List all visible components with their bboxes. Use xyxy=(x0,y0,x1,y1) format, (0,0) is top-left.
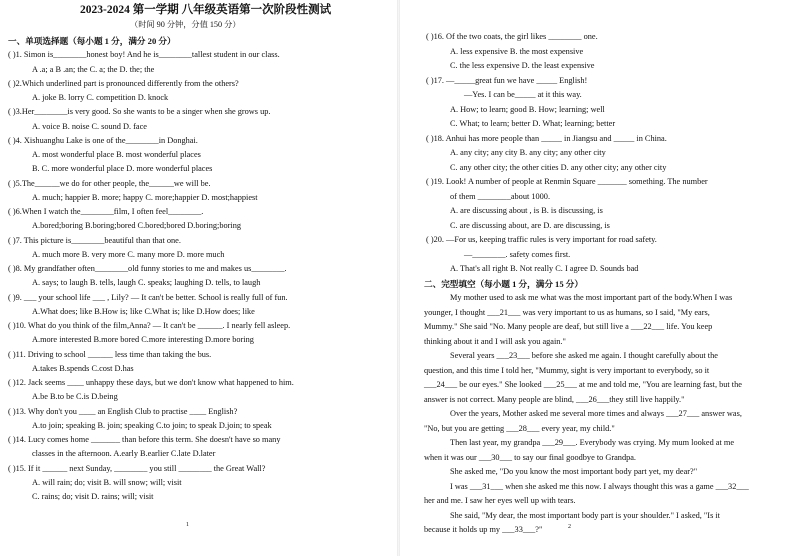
right-line: —Yes. I can be_____ at it this way. xyxy=(464,90,582,99)
left-line: B. C. more wonderful place D. more wonderful places xyxy=(32,164,213,174)
right-line: when it was our ___30___ to say our final goodbye to Grandpa. xyxy=(424,452,636,462)
left-line: A.takes B.spends C.cost D.has xyxy=(32,363,134,373)
right-line: —________. safety comes first. xyxy=(464,249,571,259)
left-line: ( )5.The______we do for other people, the______we will be. xyxy=(8,178,211,188)
left-line: ( )15. If it ______ next Sunday, ________ you still ________ the Great Wall? xyxy=(8,463,266,473)
right-line: I was ___31___ when she asked me this now. I always thought this was a game ___32___ xyxy=(450,481,749,491)
exam-subtitle: （时间 90 分钟，分值 150 分） xyxy=(130,20,241,29)
right-line: C. What; to learn; better D. What; learning; better xyxy=(450,119,616,128)
right-line: C. the less expensive D. the least expensive xyxy=(450,61,595,70)
right-line: She said, "My dear, the most important body part is your shoulder." I asked, "Is it xyxy=(450,510,720,520)
left-line: A. voice B. noise C. sound D. face xyxy=(32,121,147,131)
left-line: A.bored;boring B.boring;bored C.bored;bored D.boring;boring xyxy=(32,221,242,231)
left-line: ( )4. Xishuanghu Lake is one of the________in Donghai. xyxy=(8,135,198,145)
left-line: C. rains; do; visit D. rains; will; visit xyxy=(32,492,154,501)
left-line: ( )3.Her________is very good. So she wants to be a singer when she grows up. xyxy=(8,107,271,117)
right-line: Then last year, my grandpa ___29___. Everybody was crying. My mum looked at me xyxy=(450,438,735,447)
right-line: her and me. I saw her eyes well up with tears. xyxy=(424,496,576,505)
right-line: ( )16. Of the two coats, the girl likes ________ one. xyxy=(426,32,598,41)
left-line: A .a; a B .an; the C. a; the D. the; the xyxy=(32,64,155,74)
left-line: ( )12. Jack seems ____ unhappy these days, but we don't know what happened to him. xyxy=(8,378,294,387)
right-line: of them ________about 1000. xyxy=(450,191,551,201)
left-line: A. much; happier B. more; happy C. more;happier D. most;happiest xyxy=(32,192,258,202)
left-line: A.to join; speaking B. join; speaking C.to join; to speak D.join; to speak xyxy=(32,420,272,430)
left-line: ( )8. My grandfather often________old funny stories to me and makes us________. xyxy=(8,264,287,273)
left-line: A. will rain; do; visit B. will snow; will; visit xyxy=(32,477,182,487)
right-line: thinking about it and I will ask you again." xyxy=(424,336,566,346)
left-line: A. most wonderful place B. most wonderful places xyxy=(32,150,201,159)
right-line: because it holds up my ___33___?" xyxy=(424,525,543,534)
page-number-1: 1 xyxy=(186,522,189,528)
right-line: younger, I thought ___21___ was very important to us as humans, so I said, "My ears, xyxy=(424,307,710,317)
exam-title: 2023-2024 第一学期 八年级英语第一次阶段性测试 xyxy=(80,4,332,16)
right-line: C. are discussing about, are D. are discussing, is xyxy=(450,220,610,230)
left-line: 一、单项选择题（每小题 1 分，满分 20 分） xyxy=(8,36,176,46)
right-line: Mummy." She said "No. Many people are deaf, but still live a ___22___ life. You keep xyxy=(424,322,713,331)
left-line: A.more interested B.more bored C.more interesting D.more boring xyxy=(32,335,254,345)
right-line: Several years ___23___ before she asked me again. I thought carefully about the xyxy=(450,351,718,360)
left-line: A. much more B. very more C. many more D. more much xyxy=(32,249,225,259)
right-line: ___24___ be our eyes." She looked ___25___ at me and told me, "You are learning fast, but the xyxy=(424,380,742,389)
left-line: classes in the afternoon. A.early B.earlier C.late D.later xyxy=(32,449,216,459)
right-line: question, and this time I told her, "Mummy, sight is very important to everybody, so it xyxy=(424,365,710,375)
right-line: answer is not correct. Many people are blind, ___26___they still live happily." xyxy=(424,394,685,404)
left-line: ( )2.Which underlined part is pronounced differently from the others? xyxy=(8,78,239,88)
left-line: ( )11. Driving to school ______ less time than taking the bus. xyxy=(8,349,212,359)
left-line: ( )7. This picture is________beautiful than that one. xyxy=(8,235,181,245)
left-line: ( )9. ___ your school life ___ , Lily? — It can't be better. School is really full of fun. xyxy=(8,292,288,302)
left-line: ( )13. Why don't you ____ an English Club to practise ____ English? xyxy=(8,406,238,416)
left-line: A. joke B. lorry C. competition D. knock xyxy=(32,93,169,102)
right-line: "No, but you are getting ___28___ every year, my child." xyxy=(424,423,615,433)
left-line: A.be B.to be C.is D.being xyxy=(32,392,118,402)
right-line: My mother used to ask me what was the most important part of the body.When I was xyxy=(450,293,733,302)
right-line: A. are discussing about , is B. is discussing, is xyxy=(450,206,603,215)
right-line: ( )19. Look! A number of people at Renmin Square _______ something. The number xyxy=(426,177,708,186)
left-line: ( )14. Lucy comes home _______ than before this term. She doesn't have so many xyxy=(8,435,281,444)
right-line: She asked me, "Do you know the most important body part yet, my dear?" xyxy=(450,467,698,476)
right-line: A. any city; any city B. any city; any other city xyxy=(450,148,606,157)
right-line: ( )17. —_____great fun we have _____ English! xyxy=(426,75,588,85)
page-number-2: 2 xyxy=(568,524,571,530)
right-line: A. How; to learn; good B. How; learning; well xyxy=(450,104,605,114)
left-line: ( )10. What do you think of the film,Anna? — It can't be ______. I nearly fell asleep. xyxy=(8,321,291,330)
right-line: ( )20. —For us, keeping traffic rules is very important for road safety. xyxy=(426,235,657,244)
right-line: ( )18. Anhui has more people than _____ in Jiangsu and _____ in China. xyxy=(426,133,667,143)
right-line: C. any other city; the other cities D. any other city; any other city xyxy=(450,162,667,172)
right-line: Over the years, Mother asked me several more times and always ___27___ answer was, xyxy=(450,409,742,418)
right-line: A. less expensive B. the most expensive xyxy=(450,46,584,56)
left-line: ( )6.When I watch the________film, I often feel________. xyxy=(8,207,204,216)
left-line: ( )1. Simon is________honest boy! And he is________tallest student in our class. xyxy=(8,50,280,60)
left-line: A. says; to laugh B. tells, laugh C. speaks; laughing D. tells, to laugh xyxy=(32,278,261,288)
right-line: A. That's all right B. Not really C. I agree D. Sounds bad xyxy=(450,264,639,273)
page-divider xyxy=(397,0,400,556)
left-line: A.What does; like B.How is; like C.What is; like D.How does; like xyxy=(32,306,255,316)
right-line: 二、完型填空（每小题 1 分，满分 15 分） xyxy=(424,278,583,289)
